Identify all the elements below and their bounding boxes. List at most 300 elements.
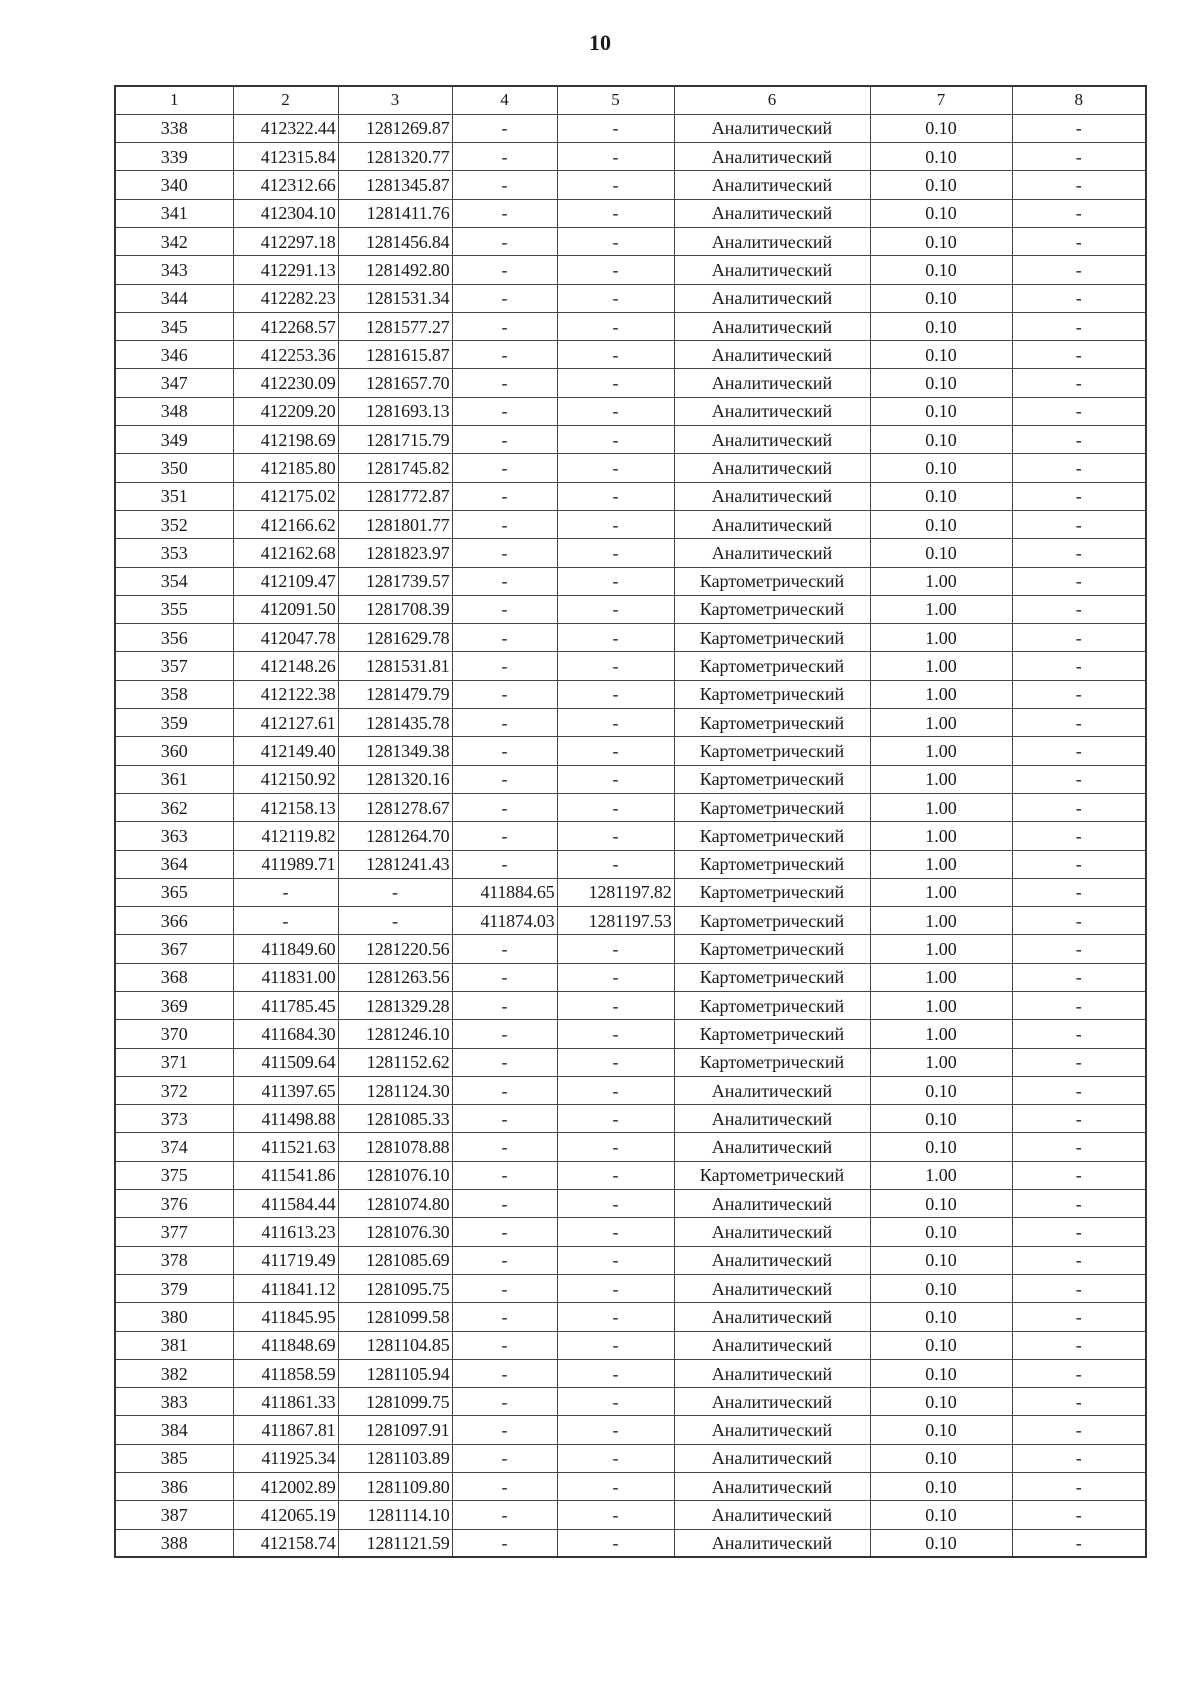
point-number-cell: 370 (115, 1020, 233, 1048)
accuracy-cell: 0.10 (870, 482, 1012, 510)
accuracy-cell: 0.10 (870, 1190, 1012, 1218)
table-row (115, 1190, 1146, 1218)
y-coordinate-new-cell: - (557, 1473, 674, 1501)
point-number-cell: 382 (115, 1359, 233, 1387)
y-coordinate-new-cell: - (557, 1246, 674, 1274)
table-row (115, 284, 1146, 312)
note-cell: - (1012, 850, 1146, 878)
point-number-cell: 372 (115, 1076, 233, 1104)
y-coordinate-cell: 1281269.87 (338, 114, 452, 142)
accuracy-cell: 0.10 (870, 510, 1012, 538)
x-coordinate-cell: 411861.33 (233, 1388, 338, 1416)
x-coordinate-cell: 412304.10 (233, 199, 338, 227)
accuracy-cell: 0.10 (870, 1529, 1012, 1557)
y-coordinate-cell: 1281531.81 (338, 652, 452, 680)
method-cell: Картометрический (674, 793, 870, 821)
note-cell: - (1012, 793, 1146, 821)
x-coordinate-cell: 411848.69 (233, 1331, 338, 1359)
x-coordinate-cell: 411509.64 (233, 1048, 338, 1076)
y-coordinate-new-cell: - (557, 510, 674, 538)
y-coordinate-new-cell: - (557, 1274, 674, 1302)
note-cell: - (1012, 1501, 1146, 1529)
accuracy-cell: 1.00 (870, 1048, 1012, 1076)
accuracy-cell: 0.10 (870, 171, 1012, 199)
table-row (115, 595, 1146, 623)
point-number-cell: 356 (115, 624, 233, 652)
y-coordinate-new-cell: - (557, 1105, 674, 1133)
x-coordinate-new-cell: - (452, 737, 557, 765)
y-coordinate-new-cell: - (557, 1303, 674, 1331)
point-number-cell: 348 (115, 397, 233, 425)
note-cell: - (1012, 1048, 1146, 1076)
accuracy-cell: 1.00 (870, 963, 1012, 991)
x-coordinate-new-cell: - (452, 1274, 557, 1302)
note-cell: - (1012, 822, 1146, 850)
point-number-cell: 357 (115, 652, 233, 680)
table-row (115, 312, 1146, 340)
y-coordinate-cell: 1281085.69 (338, 1246, 452, 1274)
table-row (115, 426, 1146, 454)
point-number-cell: 361 (115, 765, 233, 793)
x-coordinate-cell: 412122.38 (233, 680, 338, 708)
y-coordinate-cell: 1281278.67 (338, 793, 452, 821)
x-coordinate-new-cell: - (452, 822, 557, 850)
point-number-cell: 369 (115, 992, 233, 1020)
note-cell: - (1012, 1444, 1146, 1472)
x-coordinate-new-cell: - (452, 539, 557, 567)
point-number-cell: 341 (115, 199, 233, 227)
x-coordinate-new-cell: - (452, 765, 557, 793)
note-cell: - (1012, 1416, 1146, 1444)
accuracy-cell: 0.10 (870, 227, 1012, 255)
y-coordinate-new-cell: - (557, 454, 674, 482)
table-row (115, 680, 1146, 708)
point-number-cell: 355 (115, 595, 233, 623)
point-number-cell: 385 (115, 1444, 233, 1472)
y-coordinate-new-cell: - (557, 369, 674, 397)
note-cell: - (1012, 199, 1146, 227)
accuracy-cell: 0.10 (870, 1388, 1012, 1416)
method-cell: Аналитический (674, 397, 870, 425)
note-cell: - (1012, 171, 1146, 199)
note-cell: - (1012, 1331, 1146, 1359)
y-coordinate-cell: 1281263.56 (338, 963, 452, 991)
x-coordinate-new-cell: - (452, 567, 557, 595)
table-row (115, 1218, 1146, 1246)
point-number-cell: 354 (115, 567, 233, 595)
method-cell: Картометрический (674, 935, 870, 963)
point-number-cell: 363 (115, 822, 233, 850)
x-coordinate-cell: 412312.66 (233, 171, 338, 199)
x-coordinate-cell: 412297.18 (233, 227, 338, 255)
table-row (115, 935, 1146, 963)
method-cell: Картометрический (674, 1048, 870, 1076)
point-number-cell: 343 (115, 256, 233, 284)
point-number-cell: 351 (115, 482, 233, 510)
method-cell: Картометрический (674, 765, 870, 793)
table-row (115, 397, 1146, 425)
x-coordinate-new-cell: - (452, 510, 557, 538)
note-cell: - (1012, 114, 1146, 142)
method-cell: Аналитический (674, 1076, 870, 1104)
y-coordinate-cell: 1281615.87 (338, 341, 452, 369)
x-coordinate-new-cell: - (452, 1416, 557, 1444)
accuracy-cell: 0.10 (870, 1501, 1012, 1529)
x-coordinate-new-cell: - (452, 1529, 557, 1557)
x-coordinate-cell: 411541.86 (233, 1161, 338, 1189)
point-number-cell: 375 (115, 1161, 233, 1189)
y-coordinate-new-cell: - (557, 227, 674, 255)
y-coordinate-new-cell: - (557, 1331, 674, 1359)
accuracy-cell: 0.10 (870, 312, 1012, 340)
x-coordinate-cell: 412162.68 (233, 539, 338, 567)
method-cell: Картометрический (674, 963, 870, 991)
method-cell: Картометрический (674, 595, 870, 623)
table-row (115, 1444, 1146, 1472)
point-number-cell: 339 (115, 143, 233, 171)
x-coordinate-new-cell: - (452, 709, 557, 737)
method-cell: Аналитический (674, 1190, 870, 1218)
table-row (115, 256, 1146, 284)
y-coordinate-new-cell: - (557, 1529, 674, 1557)
note-cell: - (1012, 341, 1146, 369)
table-row (115, 737, 1146, 765)
note-cell: - (1012, 765, 1146, 793)
accuracy-cell: 1.00 (870, 992, 1012, 1020)
y-coordinate-new-cell: - (557, 114, 674, 142)
method-cell: Картометрический (674, 907, 870, 935)
table-row (115, 1388, 1146, 1416)
y-coordinate-cell: 1281411.76 (338, 199, 452, 227)
y-coordinate-cell: 1281577.27 (338, 312, 452, 340)
y-coordinate-cell: 1281103.89 (338, 1444, 452, 1472)
y-coordinate-new-cell: - (557, 1501, 674, 1529)
method-cell: Аналитический (674, 1331, 870, 1359)
y-coordinate-new-cell: - (557, 963, 674, 991)
x-coordinate-cell: 412268.57 (233, 312, 338, 340)
accuracy-cell: 0.10 (870, 256, 1012, 284)
y-coordinate-new-cell: - (557, 1190, 674, 1218)
x-coordinate-new-cell: - (452, 1190, 557, 1218)
column-header-7: 7 (870, 86, 1012, 114)
x-coordinate-new-cell: - (452, 793, 557, 821)
note-cell: - (1012, 1473, 1146, 1501)
x-coordinate-new-cell: - (452, 963, 557, 991)
table-row (115, 1331, 1146, 1359)
y-coordinate-cell: 1281629.78 (338, 624, 452, 652)
y-coordinate-new-cell: - (557, 680, 674, 708)
note-cell: - (1012, 1274, 1146, 1302)
note-cell: - (1012, 397, 1146, 425)
method-cell: Аналитический (674, 454, 870, 482)
note-cell: - (1012, 1529, 1146, 1557)
x-coordinate-new-cell: - (452, 680, 557, 708)
point-number-cell: 349 (115, 426, 233, 454)
note-cell: - (1012, 227, 1146, 255)
x-coordinate-cell: 411719.49 (233, 1246, 338, 1274)
y-coordinate-cell: 1281693.13 (338, 397, 452, 425)
method-cell: Аналитический (674, 426, 870, 454)
accuracy-cell: 0.10 (870, 1076, 1012, 1104)
accuracy-cell: 0.10 (870, 1303, 1012, 1331)
table-row (115, 1473, 1146, 1501)
y-coordinate-new-cell: - (557, 171, 674, 199)
y-coordinate-new-cell: - (557, 1048, 674, 1076)
accuracy-cell: 1.00 (870, 765, 1012, 793)
y-coordinate-cell: - (338, 907, 452, 935)
y-coordinate-new-cell: - (557, 256, 674, 284)
y-coordinate-cell: 1281801.77 (338, 510, 452, 538)
y-coordinate-cell: 1281329.28 (338, 992, 452, 1020)
y-coordinate-new-cell: 1281197.82 (557, 878, 674, 906)
x-coordinate-new-cell: - (452, 935, 557, 963)
x-coordinate-cell: 412109.47 (233, 567, 338, 595)
accuracy-cell: 1.00 (870, 935, 1012, 963)
point-number-cell: 359 (115, 709, 233, 737)
y-coordinate-cell: 1281114.10 (338, 1501, 452, 1529)
x-coordinate-cell: 412209.20 (233, 397, 338, 425)
y-coordinate-new-cell: - (557, 312, 674, 340)
column-header-8: 8 (1012, 86, 1146, 114)
point-number-cell: 368 (115, 963, 233, 991)
x-coordinate-new-cell: - (452, 1444, 557, 1472)
method-cell: Аналитический (674, 1416, 870, 1444)
y-coordinate-cell: 1281320.16 (338, 765, 452, 793)
table-row (115, 341, 1146, 369)
y-coordinate-cell: - (338, 878, 452, 906)
x-coordinate-cell: 412127.61 (233, 709, 338, 737)
note-cell: - (1012, 1246, 1146, 1274)
x-coordinate-cell: 412047.78 (233, 624, 338, 652)
point-number-cell: 342 (115, 227, 233, 255)
point-number-cell: 360 (115, 737, 233, 765)
x-coordinate-new-cell: - (452, 482, 557, 510)
accuracy-cell: 0.10 (870, 397, 1012, 425)
x-coordinate-cell: 412119.82 (233, 822, 338, 850)
accuracy-cell: 1.00 (870, 567, 1012, 595)
table-row (115, 850, 1146, 878)
accuracy-cell: 0.10 (870, 1133, 1012, 1161)
x-coordinate-cell: 412282.23 (233, 284, 338, 312)
accuracy-cell: 0.10 (870, 1416, 1012, 1444)
x-coordinate-new-cell: - (452, 454, 557, 482)
y-coordinate-new-cell: - (557, 652, 674, 680)
column-header-2: 2 (233, 86, 338, 114)
x-coordinate-new-cell: - (452, 1105, 557, 1133)
x-coordinate-new-cell: - (452, 171, 557, 199)
x-coordinate-cell: - (233, 878, 338, 906)
method-cell: Картометрический (674, 652, 870, 680)
accuracy-cell: 1.00 (870, 737, 1012, 765)
column-header-5: 5 (557, 86, 674, 114)
y-coordinate-new-cell: - (557, 1444, 674, 1472)
point-number-cell: 373 (115, 1105, 233, 1133)
method-cell: Аналитический (674, 1105, 870, 1133)
y-coordinate-new-cell: - (557, 199, 674, 227)
y-coordinate-new-cell: - (557, 397, 674, 425)
y-coordinate-cell: 1281099.75 (338, 1388, 452, 1416)
table-row (115, 1246, 1146, 1274)
accuracy-cell: 0.10 (870, 426, 1012, 454)
x-coordinate-new-cell: - (452, 652, 557, 680)
x-coordinate-new-cell: - (452, 312, 557, 340)
y-coordinate-cell: 1281152.62 (338, 1048, 452, 1076)
accuracy-cell: 0.10 (870, 1331, 1012, 1359)
point-number-cell: 340 (115, 171, 233, 199)
method-cell: Картометрический (674, 992, 870, 1020)
x-coordinate-new-cell: - (452, 1133, 557, 1161)
table-row (115, 1501, 1146, 1529)
table-row (115, 963, 1146, 991)
x-coordinate-cell: 411831.00 (233, 963, 338, 991)
y-coordinate-cell: 1281745.82 (338, 454, 452, 482)
y-coordinate-new-cell: - (557, 992, 674, 1020)
note-cell: - (1012, 1359, 1146, 1387)
point-number-cell: 364 (115, 850, 233, 878)
method-cell: Аналитический (674, 1473, 870, 1501)
x-coordinate-new-cell: - (452, 1388, 557, 1416)
y-coordinate-new-cell: - (557, 1388, 674, 1416)
accuracy-cell: 0.10 (870, 1473, 1012, 1501)
point-number-cell: 378 (115, 1246, 233, 1274)
point-number-cell: 384 (115, 1416, 233, 1444)
accuracy-cell: 0.10 (870, 143, 1012, 171)
accuracy-cell: 1.00 (870, 850, 1012, 878)
y-coordinate-new-cell: - (557, 426, 674, 454)
note-cell: - (1012, 1190, 1146, 1218)
accuracy-cell: 0.10 (870, 1218, 1012, 1246)
y-coordinate-new-cell: - (557, 341, 674, 369)
note-cell: - (1012, 369, 1146, 397)
x-coordinate-new-cell: - (452, 1331, 557, 1359)
table-row (115, 992, 1146, 1020)
table-row (115, 171, 1146, 199)
point-number-cell: 338 (115, 114, 233, 142)
y-coordinate-cell: 1281241.43 (338, 850, 452, 878)
y-coordinate-new-cell: - (557, 1133, 674, 1161)
accuracy-cell: 1.00 (870, 878, 1012, 906)
x-coordinate-cell: 412322.44 (233, 114, 338, 142)
accuracy-cell: 0.10 (870, 1246, 1012, 1274)
x-coordinate-cell: 412148.26 (233, 652, 338, 680)
method-cell: Аналитический (674, 341, 870, 369)
point-number-cell: 365 (115, 878, 233, 906)
x-coordinate-cell: 412091.50 (233, 595, 338, 623)
note-cell: - (1012, 1388, 1146, 1416)
y-coordinate-new-cell: - (557, 482, 674, 510)
table-row (115, 567, 1146, 595)
x-coordinate-new-cell: - (452, 143, 557, 171)
note-cell: - (1012, 454, 1146, 482)
y-coordinate-cell: 1281435.78 (338, 709, 452, 737)
accuracy-cell: 1.00 (870, 1161, 1012, 1189)
note-cell: - (1012, 709, 1146, 737)
method-cell: Аналитический (674, 1246, 870, 1274)
point-number-cell: 371 (115, 1048, 233, 1076)
y-coordinate-new-cell: - (557, 935, 674, 963)
point-number-cell: 350 (115, 454, 233, 482)
note-cell: - (1012, 539, 1146, 567)
table-row (115, 143, 1146, 171)
table-row (115, 1105, 1146, 1133)
accuracy-cell: 0.10 (870, 1359, 1012, 1387)
method-cell: Картометрический (674, 680, 870, 708)
x-coordinate-new-cell: 411884.65 (452, 878, 557, 906)
note-cell: - (1012, 1303, 1146, 1331)
y-coordinate-cell: 1281076.30 (338, 1218, 452, 1246)
x-coordinate-cell: 411989.71 (233, 850, 338, 878)
y-coordinate-new-cell: - (557, 850, 674, 878)
point-number-cell: 367 (115, 935, 233, 963)
point-number-cell: 380 (115, 1303, 233, 1331)
x-coordinate-cell: 411498.88 (233, 1105, 338, 1133)
x-coordinate-cell: 411849.60 (233, 935, 338, 963)
y-coordinate-cell: 1281076.10 (338, 1161, 452, 1189)
y-coordinate-new-cell: - (557, 1161, 674, 1189)
x-coordinate-cell: 412175.02 (233, 482, 338, 510)
x-coordinate-new-cell: - (452, 1246, 557, 1274)
point-number-cell: 386 (115, 1473, 233, 1501)
y-coordinate-new-cell: - (557, 143, 674, 171)
x-coordinate-new-cell: - (452, 199, 557, 227)
x-coordinate-cell: 411397.65 (233, 1076, 338, 1104)
method-cell: Аналитический (674, 1274, 870, 1302)
note-cell: - (1012, 624, 1146, 652)
y-coordinate-new-cell: - (557, 595, 674, 623)
note-cell: - (1012, 510, 1146, 538)
accuracy-cell: 0.10 (870, 114, 1012, 142)
accuracy-cell: 1.00 (870, 595, 1012, 623)
x-coordinate-new-cell: - (452, 1303, 557, 1331)
y-coordinate-cell: 1281246.10 (338, 1020, 452, 1048)
note-cell: - (1012, 143, 1146, 171)
note-cell: - (1012, 652, 1146, 680)
table-row (115, 1161, 1146, 1189)
y-coordinate-cell: 1281074.80 (338, 1190, 452, 1218)
method-cell: Аналитический (674, 1218, 870, 1246)
table-row (115, 1048, 1146, 1076)
x-coordinate-new-cell: - (452, 1218, 557, 1246)
note-cell: - (1012, 680, 1146, 708)
table-row (115, 822, 1146, 850)
point-number-cell: 376 (115, 1190, 233, 1218)
x-coordinate-new-cell: - (452, 595, 557, 623)
point-number-cell: 362 (115, 793, 233, 821)
point-number-cell: 388 (115, 1529, 233, 1557)
table-row (115, 652, 1146, 680)
table-row (115, 878, 1146, 906)
table-body (115, 114, 1146, 1557)
y-coordinate-new-cell: 1281197.53 (557, 907, 674, 935)
method-cell: Аналитический (674, 256, 870, 284)
y-coordinate-cell: 1281492.80 (338, 256, 452, 284)
accuracy-cell: 0.10 (870, 1105, 1012, 1133)
note-cell: - (1012, 284, 1146, 312)
x-coordinate-new-cell: - (452, 1501, 557, 1529)
x-coordinate-cell: 412166.62 (233, 510, 338, 538)
accuracy-cell: 1.00 (870, 793, 1012, 821)
y-coordinate-cell: 1281715.79 (338, 426, 452, 454)
table-row (115, 1359, 1146, 1387)
note-cell: - (1012, 935, 1146, 963)
point-number-cell: 383 (115, 1388, 233, 1416)
accuracy-cell: 0.10 (870, 454, 1012, 482)
y-coordinate-cell: 1281657.70 (338, 369, 452, 397)
y-coordinate-cell: 1281099.58 (338, 1303, 452, 1331)
x-coordinate-cell: 412230.09 (233, 369, 338, 397)
note-cell: - (1012, 595, 1146, 623)
method-cell: Картометрический (674, 737, 870, 765)
